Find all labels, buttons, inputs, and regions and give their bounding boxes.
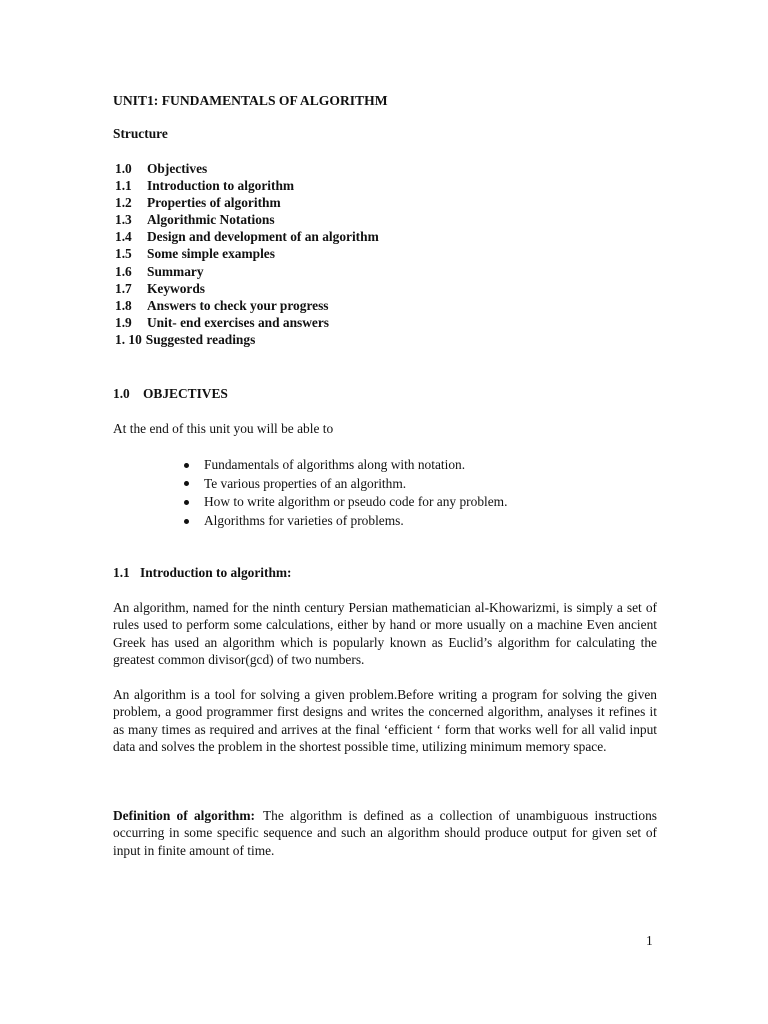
list-item-text: Fundamentals of algorithms along with notation. xyxy=(204,457,466,472)
toc-item-label: Suggested readings xyxy=(145,331,256,347)
toc-item xyxy=(115,280,379,297)
toc-item-number: 1. 10 xyxy=(115,331,142,347)
toc-item xyxy=(115,245,379,262)
page-number: 1 xyxy=(646,933,653,948)
toc-item-number: 1.2 xyxy=(115,195,132,211)
objectives-intro: At the end of this unit you will be able to xyxy=(113,421,334,436)
toc-item xyxy=(115,211,379,228)
toc-item-label: Summary xyxy=(147,263,204,279)
toc-item-number: 1.8 xyxy=(115,297,132,313)
toc-item-label: Algorithmic Notations xyxy=(147,212,275,228)
list-item xyxy=(180,475,507,494)
objectives-heading xyxy=(113,385,228,402)
unit-title: UNIT1: FUNDAMENTALS OF ALGORITHM xyxy=(113,93,388,108)
section-title: OBJECTIVES xyxy=(143,386,228,401)
paragraph-text: An algorithm, named for the ninth century Persian mathematician al-Khowarizmi, is simply a set of rules used to perform some calculations, either by hand or more usually on a machine Even ancient Greek has used an algorithm which is popularly known as Euclid’s algorithm for calculating the greatest common divisor(gcd) of two numbers. xyxy=(113,600,657,668)
section-number: 1.1 xyxy=(113,565,130,580)
bullet-icon xyxy=(184,463,189,468)
toc-item-label: Properties of algorithm xyxy=(147,195,281,211)
toc-item xyxy=(115,263,379,280)
introduction-paragraph-1 xyxy=(113,599,657,669)
toc-item-number: 1.0 xyxy=(115,161,132,176)
bullet-icon xyxy=(184,481,189,486)
section-title: Introduction to algorithm: xyxy=(140,565,292,580)
list-item xyxy=(180,456,507,475)
definition-paragraph xyxy=(113,807,657,859)
toc-item-label: Design and development of an algorithm xyxy=(147,229,379,245)
list-item xyxy=(180,512,507,531)
list-item-text: How to write algorithm or pseudo code for any problem. xyxy=(204,494,508,510)
toc-item xyxy=(115,177,379,194)
bullet-icon xyxy=(184,519,189,524)
toc-item xyxy=(115,228,379,245)
paragraph-text xyxy=(113,807,657,859)
toc-item xyxy=(115,314,379,331)
toc-item-label: Unit- end exercises and answers xyxy=(147,314,330,330)
toc-item-number: 1.4 xyxy=(115,229,132,245)
toc-item xyxy=(115,331,379,348)
toc-item-number: 1.3 xyxy=(115,212,132,228)
list-item-text: Te various properties of an algorithm. xyxy=(204,475,407,491)
toc-item xyxy=(115,297,379,314)
table-of-contents xyxy=(115,160,379,348)
toc-item xyxy=(115,194,379,211)
structure-heading: Structure xyxy=(113,126,168,141)
objectives-list xyxy=(180,456,507,530)
definition-label: Definition of algorithm: xyxy=(113,808,255,823)
section-number: 1.0 xyxy=(113,386,130,401)
toc-item-number: 1.6 xyxy=(115,263,132,279)
toc-item-label: Some simple examples xyxy=(147,246,275,262)
bullet-icon xyxy=(184,500,189,505)
paragraph-text: An algorithm is a tool for solving a given problem.Before writing a program for solving the given problem, a good programmer first designs and writes the concerned algorithm, analyses it refines it as many times as required and arrives at the final ‘efficient ‘ form that works well for all valid input data and solves the problem in the shortest possible time, utilizing minimum memory space. xyxy=(113,687,657,755)
toc-item-number: 1.7 xyxy=(115,280,132,296)
introduction-heading xyxy=(113,564,292,581)
toc-item-number: 1.5 xyxy=(115,246,132,262)
list-item-text: Algorithms for varieties of problems. xyxy=(204,512,404,528)
definition-text: The algorithm is defined as a collection of unambiguous instructions occurring in some specific sequence and such an algorithm should produce output for given set of input in finite amount of time. xyxy=(113,808,658,858)
toc-item-label: Introduction to algorithm xyxy=(147,178,295,194)
toc-item-number: 1.9 xyxy=(115,314,132,330)
toc-item-label: Objectives xyxy=(147,161,208,176)
toc-item xyxy=(115,160,379,177)
toc-item-label: Answers to check your progress xyxy=(147,297,329,313)
list-item xyxy=(180,493,507,512)
toc-item-number: 1.1 xyxy=(115,178,132,194)
toc-item-label: Keywords xyxy=(147,280,206,296)
introduction-paragraph-2 xyxy=(113,686,657,756)
